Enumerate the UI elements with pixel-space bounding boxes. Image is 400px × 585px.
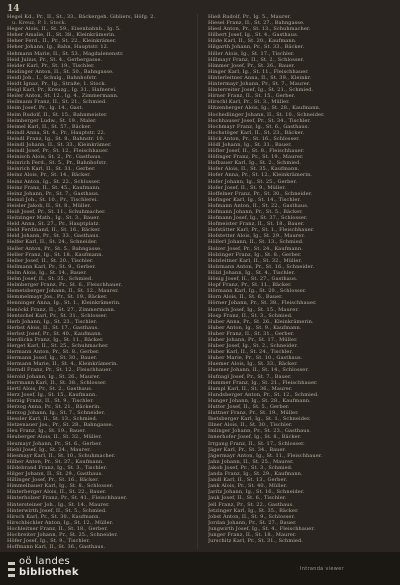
logo-text-line1: oö landes <box>19 556 71 567</box>
directory-entry: Heigl Karl, Pr., Kreuzg., Ig. 31., Hafnerei. <box>7 87 117 94</box>
directory-entry: Jank Alois, Pr., St. 40., Müller. <box>208 483 288 490</box>
directory-entry: Heuberger Alois, II., St. 32., Müller. <box>7 434 102 441</box>
directory-entry: Jaritz Johann, Ig., St. 16., Schneider. <box>208 489 305 496</box>
directory-entry: Hochstöger Karl, II., St. 23., Bäcker. <box>208 129 305 136</box>
directory-entry: Heller Josef, II., St. 20., Tischler. <box>7 257 94 264</box>
directory-entry: Herbst Alois, II., St. 17., Gasthaus. <box>7 324 99 331</box>
directory-entry: Hilber Anton, Pr., St. 37., Kaufmann. <box>7 458 104 465</box>
directory-entry: Hildebrand Franz, Ig., St. 3., Tischler. <box>7 464 108 471</box>
directory-entry: Huber Anton, Ig., St. 9., Kaufmann. <box>208 324 302 331</box>
viewer-label[interactable]: Intranda viewer <box>300 566 344 572</box>
directory-entry: Hummer Franz, Ig., St. 21., Fleischhauer. <box>208 379 318 386</box>
directory-entry: Hiebl Josef, Ig., St. 24., Maurer. <box>7 446 91 453</box>
directory-entry: Hönig Josef, II., St. 27., Gasthaus. <box>208 276 298 283</box>
directory-entry: Hertl Alois, Pr., St. 2., Gasthaus. <box>7 385 93 392</box>
directory-entry: Heger Alois, II., St. 59., Eisenbahnb., Ig. 5. <box>7 26 121 33</box>
directory-entry: Höfer Josef, Ig., St. 9., Tischler. <box>7 538 91 545</box>
directory-entry: Humpl Karl, II., St. 36., Maurer. <box>208 385 293 392</box>
directory-entry: Heinrich Karl, II., St. 31., Gerber. <box>7 166 96 173</box>
directory-entry: Heinrich Ferd., St. 5., Pr., Bahnhofstr. <box>7 160 107 167</box>
directory-entry: Jordan Johann, Pr., St. 27., Bauer. <box>208 519 297 526</box>
directory-entry: Herzig Franz, II., St. 9., Tischler. <box>7 397 94 404</box>
directory-entry: Hinterholzer Franz, Pr., St. 41., Fleischhauer. <box>7 495 128 502</box>
directory-entry: Heidl Joh., I., Schulg., Bahnhofstr. <box>7 74 98 81</box>
directory-entry: Heiler Anton, St. 12., Ig. 4., Zimmermann. <box>7 93 119 100</box>
directory-column-right <box>208 14 394 554</box>
directory-entry: Heid Julius, Pr., St. 4., Gerbergasse. <box>7 56 103 63</box>
directory-entry: Hundsberger Anton, Pr., St. 12., Schmied. <box>208 391 319 398</box>
directory-entry: Hödl Johann, Ig., St. 31., Bauer. <box>208 141 292 148</box>
directory-entry: Hoffelner Franz, Pr., St. 30., Schneider. <box>208 190 313 197</box>
directory-entry: Hiller Alois, Ig., St. 17., Tischler. <box>208 50 295 57</box>
directory-entry: Hofmann Josef, Ig., St. 37., Schlosser. <box>208 215 308 222</box>
directory-entry: Hiesel Franz, II., St. 27., Bahngasse. <box>208 20 305 27</box>
directory-entry: Held Johann, Pr., St. 33., Gasthaus. <box>7 233 100 240</box>
directory-entry: Heidinger Anton, II., St. 50., Bahngasse. <box>7 68 114 75</box>
directory-entry: Hofstetter Alois, Ig., St. 29., Maurer. <box>208 233 305 240</box>
directory-entry: Hilgarth Johann, Pr., St. 33., Bäcker. <box>208 44 305 51</box>
directory-entry: Hirner Franz, II., St. 15., Gerber. <box>208 93 296 100</box>
directory-entry: Hufnagl Josef, Pr., St. 7., Bauer. <box>208 373 292 380</box>
directory-entry: Hutter Josef, II., St. 5., Gerber. <box>208 404 290 410</box>
directory-entry: Hofmann Anton, II., St. 22., Gasthaus. <box>208 202 309 209</box>
directory-entry: Hofer Alois, II., St. 35., Kaufmann. <box>208 166 300 173</box>
directory-entry: Heinisch Alois, St. 2., Pr., Gasthaus. <box>7 154 102 161</box>
directory-entry: Höck Anton, Pr., St. 16., Schlosser. <box>208 135 300 142</box>
directory-entry: Heidt Ignaz, Pr., Ig., Straße, 1. Stock. <box>7 81 107 88</box>
directory-entry: Horn Alois, II., St. 6., Bauer. <box>208 294 283 301</box>
column-gutter <box>197 14 198 549</box>
directory-entry: Hillinger Josef, Pr., St. 16., Bäcker. <box>7 477 99 484</box>
directory-entry: Hölzl Johann, Ig., St. 4., Tischler. <box>208 269 296 276</box>
directory-entry: Jäger Karl, Pr., St. 34., Bauer. <box>208 446 287 453</box>
directory-entry: Jahn Johann, II., St. 25., Maurer. <box>208 458 294 465</box>
directory-entry: Herold Johann, Ig., St. 26., Maurer. <box>7 373 101 380</box>
directory-entry: Hetzenauer Jos., Pr., St. 28., Bahngasse. <box>7 422 114 429</box>
directory-entry: Heiß Josef, Pr., St. 11., Schuhmacher. <box>7 209 106 215</box>
directory-entry: Helm Josef, II., St. 35., Schmied. <box>7 276 94 283</box>
directory-entry: Huber Johann, Pr., St. 17., Müller. <box>208 336 298 343</box>
page-number: 14 <box>7 4 20 14</box>
directory-entry: Huber Anna, Pr., St. 26., Kleinkrämerin. <box>208 318 314 325</box>
directory-entry: Jetzinger Karl, Ig., St. 35., Bäcker. <box>208 507 299 514</box>
directory-entry: Herbst Josef, Pr., St. 40., Kaufmann. <box>7 330 103 337</box>
directory-entry: Heinz Franz, II., St. 45., Kaufmann. <box>7 184 101 191</box>
directory-entry: Hofmeister Franz, II., St. 18., Bauer. <box>208 221 305 228</box>
directory-entry: Höfinger Franz, Pr., St. 19., Maurer. <box>208 154 304 161</box>
directory-entry: Heher Amalie, II., St. 38., Kleinkrämerin. <box>7 32 116 39</box>
directory-entry: Hieß Rudolf, Pr., Ig. 5., Maurer. <box>208 14 292 20</box>
directory-entry: Heilmann Franz, II., St. 21., Schmied. <box>7 99 107 106</box>
directory-entry: Hinterwirth Josef, II., St. 5., Schmied. <box>7 507 107 514</box>
directory-entry: Hilde Karl, II., St. 20., Kaufmann. <box>208 38 297 45</box>
directory-entry: Huber Karl, II., St. 24., Tischler. <box>208 349 294 356</box>
directory-entry: Heinz Johann, Pr., St. 7., Gasthaus. <box>7 190 100 197</box>
directory-entry: Hörner Johann, Pr., St. 38., Fleischhauer. <box>208 300 317 307</box>
directory-entry: Heinzl Joh., St. 10., Pr., Tischlerei. <box>7 196 99 203</box>
directory-entry: Heinz Alois, Pr., St. 14., Bäcker. <box>7 172 91 179</box>
directory-entry: Heimel Karl, II., St. 57., Bäcker. <box>7 123 92 130</box>
directory-entry: Hofstätter Karl, Pr., St. 1., Fleischhauer. <box>208 227 315 234</box>
directory-entry: Jell Franz, Pr., St. 22., Gasthaus. <box>208 501 294 508</box>
directory-entry: Heindl Josef, Pr., St. 12., Fleischhauer. <box>7 148 109 155</box>
logo-text-line2: bibliothek <box>19 567 79 578</box>
directory-entry: Hofer Johann, Ig., St. 25., Gerber. <box>208 178 298 185</box>
directory-entry: Hentschel Karl, Pr., St. 31., Schlosser. <box>7 312 108 319</box>
directory-entry: Hunger Johann, Ig., St. 28., Kaufmann. <box>208 397 311 404</box>
directory-entry: Hessler Karl, II., St. 13., Schmied. <box>7 416 98 423</box>
directory-entry: Hermann Anton, Pr., St. 8., Gerber. <box>7 349 100 356</box>
directory-entry: Illner Alois, II., St. 30., Tischler. <box>208 422 293 429</box>
directory-entry: Heindl Anna, St. 4., Pr., Hauptstr. 22. <box>7 129 106 136</box>
directory-entry: Jägermayr Anton, Ig., St. 11., Fleischhauer. <box>208 452 323 459</box>
directory-entry: Herdlicka Franz, Ig., St. 11., Bäcker. <box>7 336 104 343</box>
directory-entry: Innerhofer Josef, Ig., St. 8., Bäcker. <box>208 434 302 441</box>
directory-entry: Heller Franz, Ig., St. 18., Kaufmann. <box>7 251 104 258</box>
directory-entry: Heider Karl, Pr., St. 19., Tischler. <box>7 62 95 69</box>
directory-entry: Holzinger Franz, Ig., St. 8., Gerber. <box>208 251 302 258</box>
directory-entry: Huemer Alois, Ig., St. 33., Bäcker. <box>208 361 298 368</box>
directory-entry: Hochhauser Josef, Pr., St. 34., Tischler. <box>208 117 312 124</box>
directory-entry: Heisler Jakob, II., St. 8., Müller. <box>7 202 92 209</box>
directory-entry: Heher Ferd., II., Pr., St. 22., Kleinkrämer. <box>7 38 117 45</box>
directory-entry: Hegel Kd., Pr., II., St., 33., Bäckergeh. Gibliers, Höfg. 2. <box>7 14 156 20</box>
directory-entry: Heim Rudolf, II., St. 15., Bahnmeister. <box>7 111 108 118</box>
directory-entry: Herndl Franz, Pr., St. 12., Fleischhauer. <box>7 367 113 374</box>
directory-entry: Huttner Franz, Pr., St. 19., Müller. <box>208 410 299 417</box>
directory-entry: Hiesmayr Karl, II., St. 10., Schuhmacher. <box>7 452 116 459</box>
directory-entry: Hornich Josef, Ig., St. 15., Maurer. <box>208 306 299 313</box>
directory-entry: Hehmann Marie, II., St. 53., Magdalenenstr. <box>7 50 124 57</box>
directory-entry: Hilger Johann, II., St. 29., Gasthaus. <box>7 471 103 478</box>
directory-entry: Heim Josef, Pr., Ig. 14., Gast. <box>7 105 84 112</box>
directory-entry: Hitzenberger Alois, Ig., St. 28., Kaufmann. <box>208 105 321 112</box>
directory-entry: Hemetsberger Johann, II., St. 12., Maurer. <box>7 288 119 295</box>
directory-entry: Hörmann Karl, Ig., St. 20., Schlosser. <box>208 288 307 295</box>
directory-entry: Helm Alois, Ig., St. 14., Bauer. <box>7 269 87 276</box>
directory-entry: Jobst Anton, II., St. 9., Schlosser. <box>208 513 296 520</box>
directory-entry: Heindl Franz, Ig., St. 8., Bahnstr. 10. <box>7 135 105 142</box>
directory-entry: Hochmayr Franz, Ig., St. 6., Gasthaus. <box>208 123 310 130</box>
directory-entry: Himmer Josef, Pr., St. 26., Bauer. <box>208 62 296 69</box>
directory-entry: Höfler Josef, II., St. 8., Fleischhauer. <box>208 148 305 155</box>
directory-entry: Heller Anton, Pr., St. 5., Bahngasse. <box>7 245 102 252</box>
directory-entry: Jandl Karl, II., St. 13., Gerber. <box>208 477 288 484</box>
directory-entry: Hochleitner Franz, II., St. 18., Gerber. <box>7 525 108 532</box>
directory-entry: Huber Franz, II., St. 31., Gerber. <box>208 330 295 337</box>
directory-entry: Herget Karl, II., St. 25., Schuhmacher. <box>7 343 109 350</box>
directory-entry: Holzmann Anton, Pr., St. 16., Schneider. <box>208 263 315 270</box>
directory-entry: Hofer Josef, II., St. 9., Müller. <box>208 184 287 191</box>
directory-entry: Imlinger Johann, Pr., St. 23., Gasthaus. <box>208 428 311 435</box>
directory-entry: Held Anna, St. 27., Pr., Hauptplatz. <box>7 221 101 228</box>
directory-entry: Hintermayr Johann, Pr., St. 7., Maurer. <box>208 81 311 88</box>
directory-entry: Heu Franz, Ig., St. 19., Bauer. <box>7 428 87 435</box>
directory-entry: Heitzinger Math., Ig., St. 3., Bauer. <box>7 215 101 222</box>
directory-entry: Hinterleitner Anna, II., St. 39., Kleinkr. <box>208 74 312 81</box>
directory-entry: Hinger Karl, Ig., St. 11., Fleischhauer. <box>208 68 309 75</box>
directory-entry: Herzog Anna, Pr., St. 21., Bäckerin. <box>7 404 101 410</box>
directory-entry: Heumayr Johann, Pr., St. 6., Gerber. <box>7 440 102 447</box>
directory-entry: Hintersteiner Joh., Ig., St. 14., Maurer. <box>7 501 110 508</box>
directory-entry: Heindl Johann, II., St. 33., Kleinkrämer. <box>7 141 112 148</box>
directory-entry: Helmberger Franz, Pr., St. 6., Fleischhauer. <box>7 282 123 289</box>
directory-entry: Herrmann Karl, II., St. 38., Schlosser. <box>7 379 107 386</box>
directory-entry: Held Ferdinand, II., St. 16., Bäcker. <box>7 227 101 234</box>
directory-entry: Hirsch Karl, Pr., St. 30., Kaufmann. <box>7 513 101 520</box>
directory-entry: Hofbauer Karl, Ig., St. 2., Schmied. <box>208 160 302 167</box>
directory-entry: Jauk Josef, II., St. 6., Tischler. <box>208 495 287 502</box>
directory-entry: Helfer Karl, II., St. 24., Schneider. <box>7 239 98 246</box>
directory-entry: Hosp Franz, II., St. 3., Schmied. <box>208 312 293 319</box>
library-logo[interactable] <box>8 556 79 578</box>
directory-entry: Heher Johann, Ig., Bahn, Hauptstr. 12. <box>7 44 109 51</box>
directory-entry: Jakob Josef, Pr., St. 3., Schmied. <box>208 464 293 471</box>
directory-entry: Hochreiter Johann, Pr., St. 25., Schneider. <box>7 531 118 538</box>
directory-entry: Hilbert Josef, Ig., St. 4., Gasthaus. <box>208 32 299 39</box>
directory-entry: Hemmelmayr Jos., Pr., St. 19., Bäcker. <box>7 294 108 301</box>
directory-entry: Hellmann Karl, Pr., St. 9., Gerber. <box>7 263 97 270</box>
directory-entry: Henöckl Franz, II., St. 27., Zimmermann. <box>7 306 116 313</box>
directory-entry: Henninger Anna, Ig., St. 1., Kleinkrämerin. <box>7 300 121 307</box>
directory-entry: Hinterberger Alois, II., St. 22., Bauer. <box>7 489 107 496</box>
directory-entry: Hillmayr Franz, II., St. 2., Schlosser. <box>208 56 305 63</box>
directory-entry: Hermann Marie, II., St. 4., Kleinkrämerin. <box>7 361 119 368</box>
directory-entry: Huber Marie, Pr., St. 10., Gasthaus. <box>208 355 303 362</box>
logo-bars-icon <box>8 562 15 577</box>
directory-entry: Hopf Franz, Pr., St. 11., Bäcker. <box>208 282 292 289</box>
directory-entry: Herb Johann, Ig., St. 23., Tischler. <box>7 318 98 325</box>
directory-entry: Hiesl Anton, Pr., St. 13., Schuhmacher. <box>208 26 311 33</box>
directory-entry: Irrgang Franz, II., St. 17., Schlosser. <box>208 440 305 447</box>
directory-entry: Holzer Josef, Pr., St. 24., Kaufmann. <box>208 245 303 252</box>
directory-entry: Hofmann Johann, Pr., St. 5., Bäcker. <box>208 209 303 215</box>
directory-entry: Huemer Johann, II., St. 14., Schlosser. <box>208 367 309 374</box>
directory-entry: Höllerl Johann, II., St. 13., Schmied. <box>208 239 304 246</box>
directory-entry: Ibetsberger Karl, Ig., St. 1., Schneider. <box>208 416 311 423</box>
directory-entry: Himmelbauer Karl, Ig., St. 8., Schlosser. <box>7 483 114 490</box>
directory-entry: Hofer Anna, Pr., St. 12., Kleinkrämerin. <box>208 172 313 179</box>
directory-entry: Jurschitz Karl, Pr., St. 31., Schmied. <box>208 538 303 545</box>
directory-entry: Holzleitner Karl, II., St. 32., Müller. <box>208 257 303 264</box>
directory-entry: Hofinger Karl, Ig., St. 14., Tischler. <box>208 196 302 203</box>
directory-entry: Hirschl Karl, Pr., St. 3., Müller. <box>208 99 290 106</box>
directory-entry: Janda Franz, Ig., St. 29., Kaufmann. <box>208 471 303 478</box>
directory-entry: Herz Josef, Ig., St. 15., Kaufmann. <box>7 391 98 398</box>
directory-entry: Jungwirth Josef, Ig., St. 4., Fleischhauer. <box>208 525 315 532</box>
directory-entry: Hirschbichler Anton, Ig., St. 12., Müller. <box>7 519 114 526</box>
directory-entry: Hoffmann Karl, II., St. 36., Gasthaus. <box>7 544 106 551</box>
directory-entry: u. Kreuz, P. 1. Stock. <box>12 20 67 27</box>
directory-entry: Heimberger Ludw., St. 19., Maler. <box>7 117 97 124</box>
directory-entry: Huber Josef, Ig., St. 2., Schneider. <box>208 343 299 350</box>
directory-entry: Hinterreiter Josef, Ig., St. 21., Schmied. <box>208 87 314 94</box>
directory-entry: Hermann Josef, Ig., St. 30., Bauer. <box>7 355 98 362</box>
directory-entry: Herzog Johann, Ig., St. 7., Schneider. <box>7 410 106 417</box>
directory-entry: Junger Franz, II., St. 18., Maurer. <box>208 531 297 538</box>
directory-entry: Heinz Anton, Ig., St. 22., Schlosser. <box>7 178 101 185</box>
directory-column-left <box>7 14 193 554</box>
directory-entry: Hochedlinger Johann, II., St. 10., Schneider. <box>208 111 325 118</box>
